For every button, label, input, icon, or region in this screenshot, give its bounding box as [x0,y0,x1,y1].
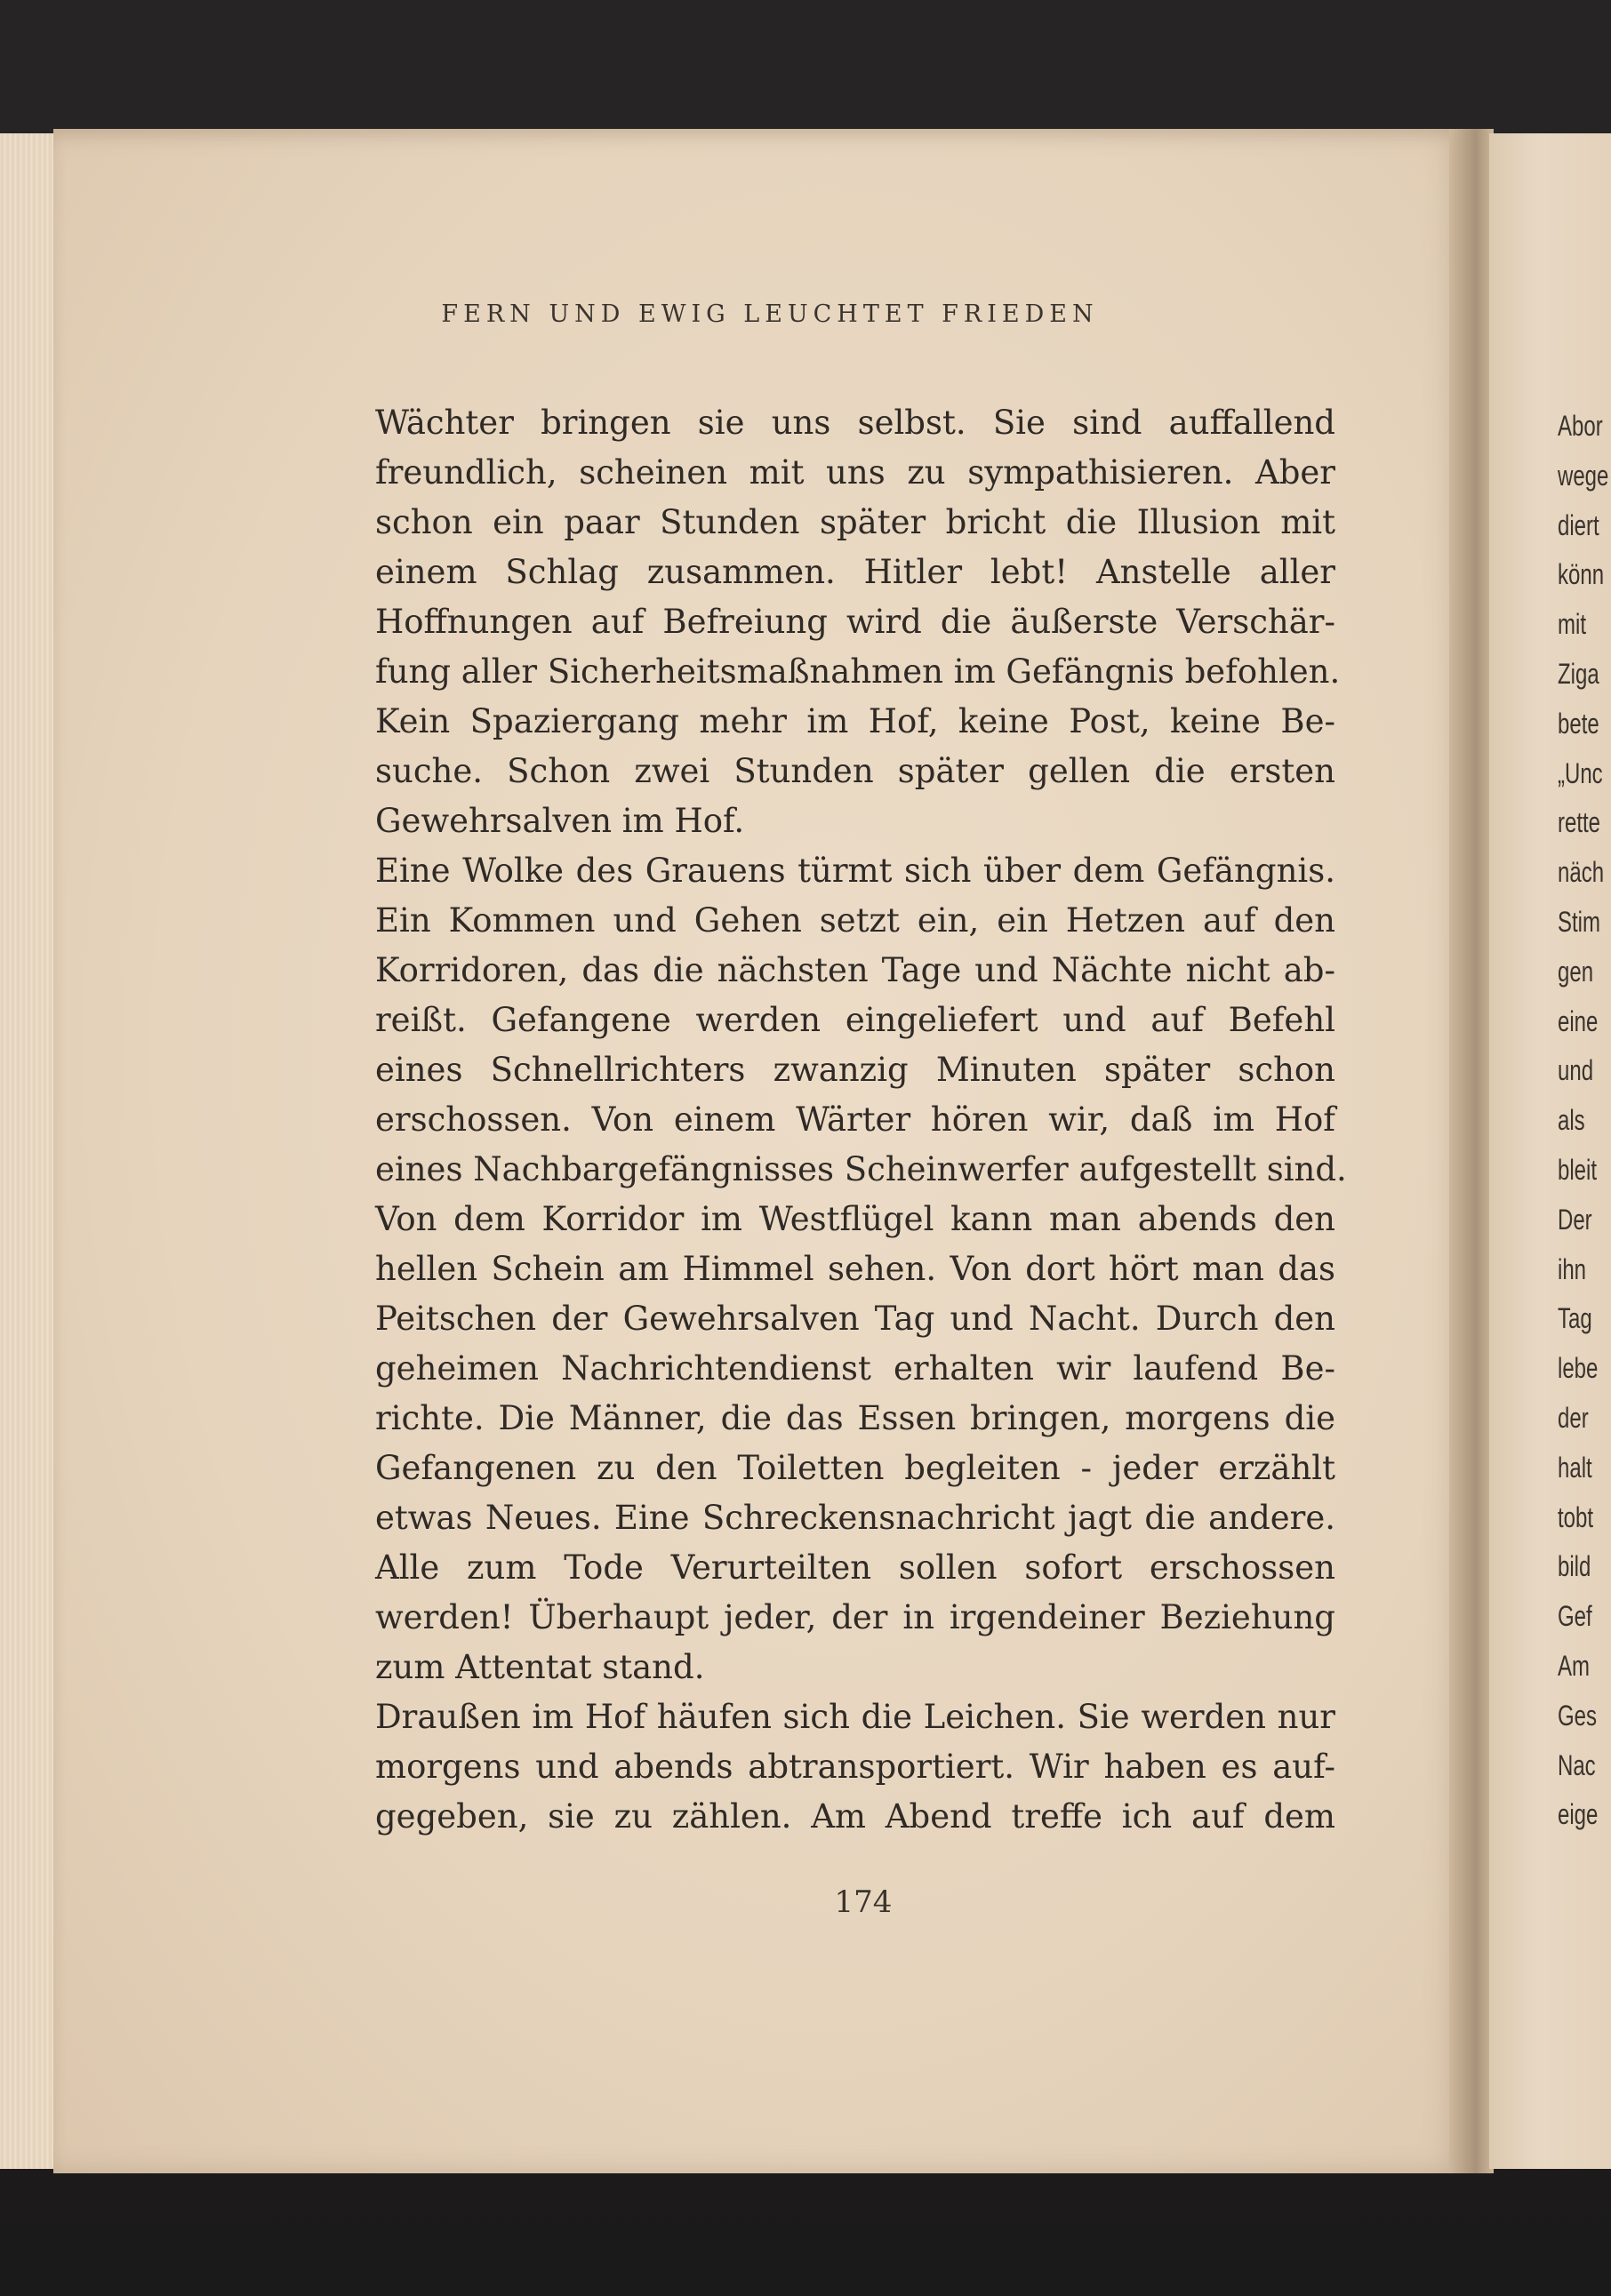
facing-line: Tag [1558,1302,1592,1335]
facing-line: gen [1558,955,1594,988]
text-line: richte. Die Männer, die das Essen bringen, morgens die [375,1399,1335,1437]
text-line: etwas Neues. Eine Schreckensnachricht jagt die andere. [375,1499,1335,1537]
facing-line: Abor [1558,410,1603,442]
facing-line: eige [1558,1798,1599,1831]
facing-line: als [1558,1104,1585,1137]
text-line: hellen Schein am Himmel sehen. Von dort hört man das [375,1250,1335,1288]
text-line: Kein Spaziergang mehr im Hof, keine Post, keine Be- [375,702,1335,740]
facing-line: mit [1558,608,1586,641]
text-line: erschossen. Von einem Wärter hören wir, daß im Hof [375,1100,1335,1139]
facing-line: Nac [1558,1748,1596,1781]
facing-line: könn [1558,558,1605,591]
facing-line: der [1558,1401,1589,1434]
facing-page-text [1558,402,1611,1840]
text-line: eines Nachbargefängnisses Scheinwerfer aufgestellt sind. [375,1150,1347,1188]
text-line: freundlich, scheinen mit uns zu sympathisieren. Aber [375,453,1335,492]
facing-line: und [1558,1054,1594,1087]
text-line: fung aller Sicherheitsmaßnahmen im Gefängnis befohlen. [375,652,1341,691]
text-line: Eine Wolke des Grauens türmt sich über dem Gefängnis. [375,852,1335,890]
facing-line: ihn [1558,1252,1587,1285]
text-line: werden! Überhaupt jeder, der in irgendeiner Beziehung [375,1598,1335,1636]
facing-line: Ges [1558,1699,1598,1732]
facing-line: näch [1558,856,1605,889]
text-line: Alle zum Tode Verurteilten sollen sofort erschossen [375,1548,1335,1587]
text-line: suche. Schon zwei Stunden später gellen die ersten [375,752,1335,790]
facing-line: bete [1558,707,1599,740]
facing-line: rette [1558,806,1601,839]
page-number: 174 [834,1884,893,1920]
text-line: einem Schlag zusammen. Hitler lebt! Anstelle aller [375,553,1335,591]
text-line: Peitschen der Gewehrsalven Tag und Nacht. Durch den [375,1300,1335,1338]
text-line: schon ein paar Stunden später bricht die Illusion mit [375,503,1335,541]
facing-line: bleit [1558,1153,1598,1186]
facing-line: tobt [1558,1500,1594,1533]
facing-line: Gef [1558,1600,1592,1633]
text-line: reißt. Gefangene werden eingeliefert und auf Befehl [375,1001,1335,1039]
text-line: Korridoren, das die nächsten Tage und Nächte nicht ab- [375,951,1335,989]
text-line: geheimen Nachrichtendienst erhalten wir laufend Be- [375,1349,1335,1388]
facing-line: „Unc [1558,756,1603,789]
text-line: Wächter bringen sie uns selbst. Sie sind auffallend [375,404,1335,442]
facing-line: halt [1558,1451,1592,1484]
text-line: eines Schnellrichters zwanzig Minuten später schon [375,1051,1335,1089]
facing-line: diert [1558,508,1599,541]
facing-line: bild [1558,1550,1591,1583]
facing-line: Ziga [1558,657,1599,690]
running-head: FERN UND EWIG LEUCHTET FRIEDEN [441,300,1099,328]
book-gutter [1449,129,1494,2173]
text-line: zum Attentat stand. [375,1648,705,1686]
body-text [375,398,1347,1842]
text-line: Gefangenen zu den Toiletten begleiten - jeder erzählt [375,1449,1335,1487]
text-line: morgens und abends abtransportiert. Wir haben es auf- [375,1748,1335,1786]
text-line: Gewehrsalven im Hof. [375,802,745,840]
text-line: Draußen im Hof häufen sich die Leichen. Sie werden nur [375,1698,1335,1736]
text-line: Ein Kommen und Gehen setzt ein, ein Hetzen auf den [375,901,1335,940]
facing-line: lebe [1558,1352,1599,1385]
facing-line: wege [1558,459,1609,492]
facing-line: Stim [1558,905,1600,938]
text-line: Von dem Korridor im Westflügel kann man abends den [375,1200,1335,1238]
text-line: gegeben, sie zu zählen. Am Abend treffe ich auf dem [375,1797,1335,1836]
text-line: Hoffnungen auf Befreiung wird die äußerste Verschär- [375,603,1335,641]
facing-line: Der [1558,1203,1592,1236]
facing-line: Am [1558,1649,1590,1682]
facing-line: eine [1558,1004,1599,1037]
